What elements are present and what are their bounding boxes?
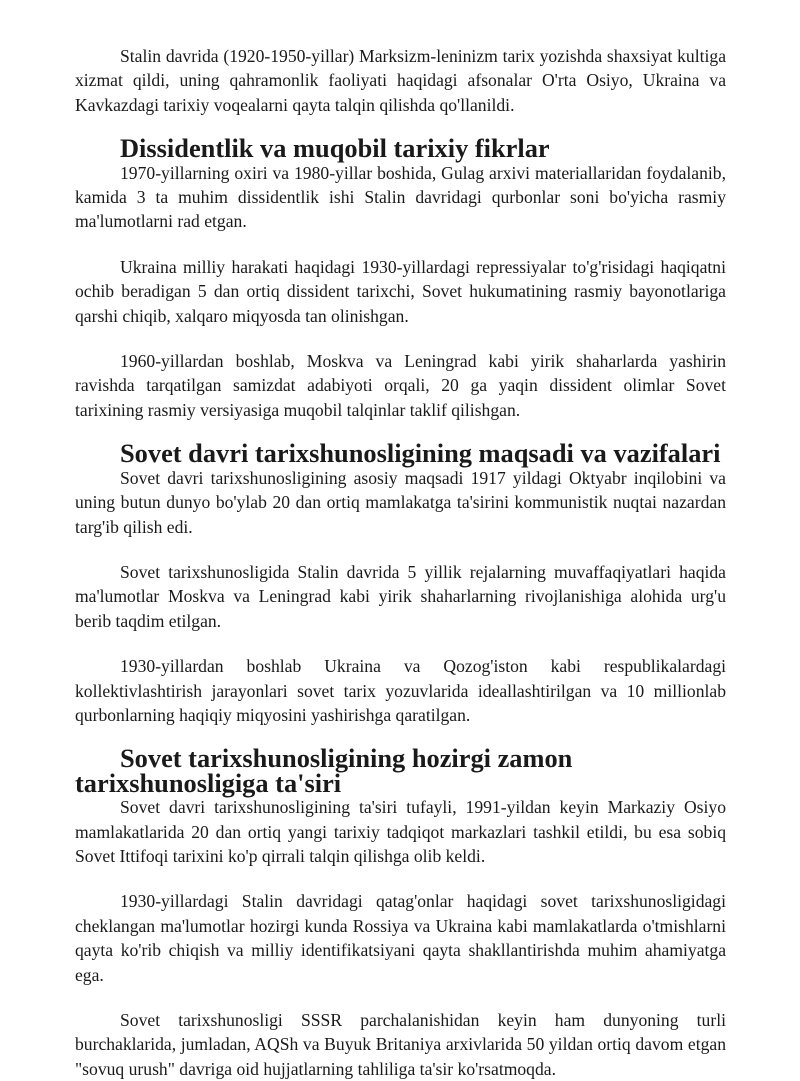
paragraph-collectivization: 1930-yillardan boshlab Ukraina va Qozog'iston kabi respublikalardagi kollektivlashtirish jarayonlari sovet tarix yozuvlarida ideallashtirilgan va 10 millionlab qurbonlarning haqiqiy miqyosini yashirishga qaratilgan.	[75, 656, 726, 725]
paragraph-five-year-plans: Sovet tarixshunosligida Stalin davrida 5 yillik rejalarning muvaffaqiyatlari haqida ma'lumotlar Moskva va Leningrad kabi yirik shaharlarning rivojlanishiga alohida urg'u berib taqdim etilgan.	[75, 561, 726, 631]
document-page	[75, 44, 726, 1081]
paragraph-samizdat: 1960-yillardan boshlab, Moskva va Leningrad kabi yirik shaharlarda yashirin ravishda tarqatilgan samizdat adabiyoti orqali, 20 ga yaqin dissident olimlar Sovet tarixining rasmiy versiyasiga muqobil talqinlar taklif qilishgan.	[75, 351, 726, 420]
paragraph-ukraine-movement: Ukraina milliy harakati haqidagi 1930-yillardagi repressiyalar to'g'risidagi haqiqatni ochib beradigan 5 dan ortiq dissident tarixchi, Sovet hukumatining rasmiy bayonotlariga qarshi chiqib, xalqaro miqyosda tan olinishgan.	[75, 256, 726, 326]
heading-dissidents: Dissidentlik va muqobil tarixiy fikrlar	[120, 133, 550, 164]
paragraph-research-centers: Sovet davri tarixshunosligining ta'siri tufayli, 1991-yildan keyin Markaziy Osiyo mamlakatlarida 20 dan ortiq yangi tarixiy tadqiqot markazlari tashkil etildi, bu esa sobiq Sovet Ittifoqi tarixini ko'p qirrali talqin qilishga olib keldi.	[75, 797, 726, 866]
paragraph-cold-war: Sovet tarixshunosligi SSSR parchalanishidan keyin ham dunyoning turli burchaklarida, jumladan, AQSh va Buyuk Britaniya arxivlarida 50 yildan ortiq davom etgan "sovuq urush" davriga oid hujjatlarning tahliliga ta'sir ko'rsatmoqda.	[75, 1010, 726, 1079]
heading-goals: Sovet davri tarixshunosligining maqsadi va vazifalari	[120, 438, 721, 469]
paragraph-repressions: 1930-yillardagi Stalin davridagi qatag'onlar haqidagi sovet tarixshunosligidagi cheklangan ma'lumotlar hozirgi kunda Rossiya va Ukraina kabi mamlakatlarda o'tmishlarni qayta ko'rib chiqish va milliy identifikatsiyani qayta shakllantirishda muhim ahamiyatga ega.	[75, 891, 726, 985]
heading-modern-influence: Sovet tarixshunosligining hozirgi zamon tarixshunosligiga ta'siri	[75, 743, 573, 798]
paragraph-october-revolution: Sovet davri tarixshunosligining asosiy maqsadi 1917 yildagi Oktyabr inqilobini va uning butun dunyo bo'ylab 20 dan ortiq mamlakatga ta'sirini kommunistik nuqtai nazardan targ'ib qilish edi.	[75, 467, 726, 537]
paragraph-gulag-archive: 1970-yillarning oxiri va 1980-yillar boshida, Gulag arxivi materiallaridan foydalanib, kamida 3 ta muhim dissidentlik ishi Stalin davridagi qurbonlar soni bo'yicha rasmiy ma'lumotlarni rad etgan.	[75, 162, 726, 232]
paragraph-stalin-era: Stalin davrida (1920-1950-yillar) Marksizm-leninizm tarix yozishda shaxsiyat kultiga xizmat qildi, uning qahramonlik faoliyati haqidagi afsonalar O'rta Osiyo, Ukraina va Kavkazdagi tarixiy voqealarni qayta talqin qilishda qo'llanildi.	[75, 46, 726, 115]
